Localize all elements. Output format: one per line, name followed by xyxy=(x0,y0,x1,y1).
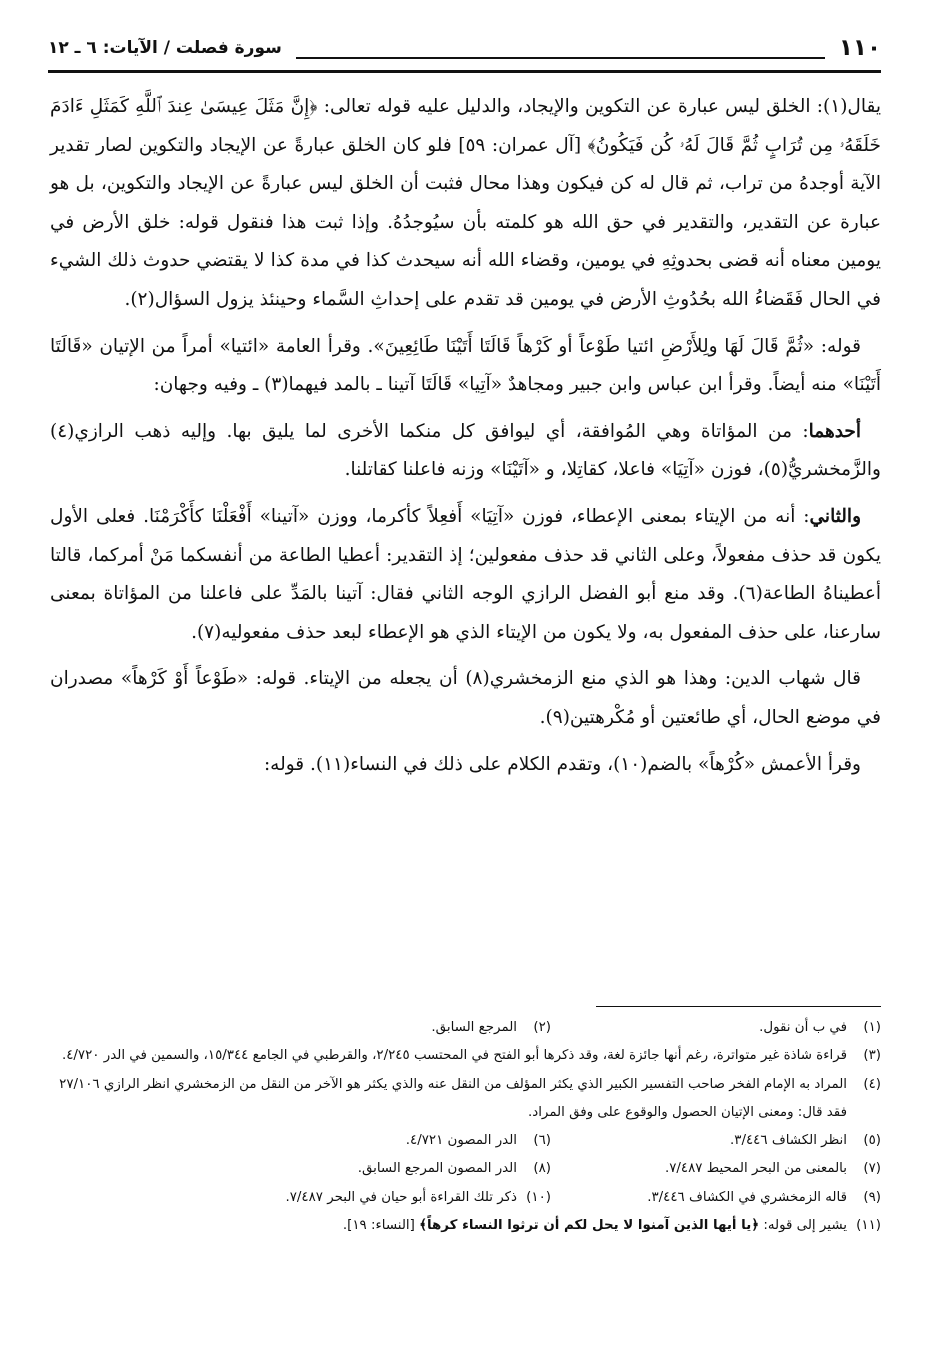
paragraph-text: قال شهاب الدين: وهذا هو الذي منع الزمخشري(٨) أن يجعله من الإيتاء. قوله: «طَوْعاً أَوْ كَرْهاً» مصدران في موضع الحال، أي طائعتين أو مُكْرهتين(٩). xyxy=(50,668,881,728)
footnote-text: الدر المصون ٤/٧٢١. xyxy=(405,1133,517,1149)
footnote-separator xyxy=(596,1006,881,1007)
footnote xyxy=(551,1184,881,1212)
footnote-number: (٦) xyxy=(533,1133,551,1149)
footnote-prefix: يشير إلى قوله: xyxy=(759,1218,847,1234)
footnote xyxy=(551,1014,881,1042)
footnote xyxy=(406,1127,551,1155)
footnote-number: (٢) xyxy=(533,1020,551,1035)
paragraph xyxy=(50,328,881,405)
paragraph-text: وقرأ الأعمش «كُرْهاً» بالضم(١٠)، وتقدم الكلام على ذلك في النساء(١١). قوله: xyxy=(263,753,861,775)
paragraph xyxy=(50,498,881,652)
paragraph-lead: أحدهما xyxy=(808,420,861,442)
footnote xyxy=(285,1184,551,1212)
footnote-text: انظر الكشاف ٣/٤٤٦. xyxy=(730,1133,847,1149)
footnote xyxy=(50,1071,881,1128)
footnote-number: (٣) xyxy=(863,1048,881,1064)
footnote-row xyxy=(50,1014,881,1042)
paragraph xyxy=(50,413,881,490)
footnote-text: قراءة شاذة غير متواترة، رغم أنها جائزة لغة، وقد ذكرها أبو الفتح في المحتسب ٢/٢٤٥، والقرطبي في الجامع ١٥/٣٤٤، والسمين في الدر ٤/٧٢٠. xyxy=(61,1048,847,1064)
header-line xyxy=(296,37,825,59)
footnote-text: قاله الزمخشري في الكشاف ٣/٤٤٦. xyxy=(647,1189,847,1205)
paragraph-text: : أنه من الإيتاء بمعنى الإعطاء، فوزن «آتِيَا» أَفعِلاً كأكرما، ووزن «آتينا» أَفْعَلْنَا كأَكْرَمْنَا. فعلى الأول يكون قد حذف مفعولاً، وعلى الثاني قد حذف مفعولين؛ إذ التقدير: أعطيا الطاعة من أنفسكما مَنْ أمركما، قالتا أعطيناهُ الطاعة(٦). وقد منع أبو الفضل الرازي الوجه الثاني فقال: آتينا بالمَدِّ على فاعلنا من المؤاتاة بمعنى سارعنا، على حذف المفعول به، ولا يكون من الإيتاء الذي هو الإعطاء لبعد حذف مفعوليه(٧). xyxy=(50,505,881,643)
footnote-row xyxy=(50,1155,881,1183)
footnote xyxy=(358,1155,551,1183)
paragraph xyxy=(50,88,881,320)
footnote-verse: ﴿يا أيها الذين آمنوا لا يحل لكم أن ترثوا النساء كرهاً﴾ xyxy=(419,1218,760,1234)
footnote-number: (٧) xyxy=(863,1161,881,1177)
paragraph-text: يقال(١): الخلق ليس عبارة عن التكوين والإيجاد، والدليل عليه قوله تعالى: ﴿إِنَّ مَثَلَ عِيسَىٰ عِندَ ٱللَّهِ كَمَثَلِ ءَادَمَ خَلَقَهُۥ مِن تُرَابٍ ثُمَّ قَالَ لَهُۥ كُن فَيَكُونُ﴾ [آل عمران: ٥٩] فلو كان الخلق عبارةً عن الإيجاد والتكوين لصار تقدير الآية أوجدهُ من تراب، ثم قال له كن فيكون وهذا محال فثبت أن الخلق ليس عبارةً عن الإيجاد والتكوين، بل هو عبارة عن التقدير، والتقدير في حق الله هو كلمته بأن سيُوجدُهُ. وإذا ثبت هذا فنقول قوله: خلق الأرض في يومين معناه أنه قضى بحدوثِهِ في يومين، وقضاء الله أنه سيحدث كذا في مدة كذا لا يقتضي حدوث ذلك الشيء في الحال فَقَضاءُ الله بحُدُوثِ الأرض في يومين قد تقدم على إحداثِ السَّماء وحينئذ يزول السؤال(٢). xyxy=(50,96,881,310)
footnote-suffix: [النساء: ١٩]. xyxy=(342,1218,420,1234)
footnote xyxy=(50,1212,881,1240)
paragraph-lead: والثاني xyxy=(809,505,861,527)
footnote-text: ذكر تلك القراءة أبو حيان في البحر ٧/٤٨٧. xyxy=(285,1189,517,1205)
footnotes xyxy=(50,1014,881,1240)
paragraph-text: قوله: «ثُمَّ قَالَ لَهَا ولِلأَرْضِ ائتيا طَوْعاً أو كَرْهاً قَالَتَا أَتَيْنَا طَائِعِينَ». وقرأ العامة «ائتيا» أمراً من الإتيان «قَالَتَا أَتَيْنَا» منه أيضاً. وقرأ ابن عباس وابن جبير ومجاهدٌ «آتِيا» قَالَتَا آتينا ـ بالمد فيهما(٣) ـ وفيه وجهان: xyxy=(50,335,881,396)
header-rule xyxy=(48,70,881,73)
footnote xyxy=(431,1014,551,1042)
footnote-text: بالمعنى من البحر المحيط ٧/٤٨٧. xyxy=(664,1161,847,1177)
paragraph-text: : من المؤاتاة وهي المُوافقة، أي ليوافق كل منكما الأخرى لما يليق بها. وإليه ذهب الرازي(٤) والزَّمخشريُّ(٥)، فوزن «آتِيَا» فاعلا، كقاتِلا، و «آتَيْنَا» وزنه فاعلنا كقاتلنا. xyxy=(50,420,881,481)
page-header xyxy=(48,28,881,68)
footnote-number: (١٠) xyxy=(526,1189,551,1205)
running-title: سورة فصلت / الآيات: ٦ ـ ١٢ xyxy=(48,38,282,58)
footnote xyxy=(50,1042,881,1070)
footnote xyxy=(551,1155,881,1183)
paragraph xyxy=(50,660,881,737)
footnote-number: (١) xyxy=(863,1020,881,1035)
footnote-number: (١١) xyxy=(856,1218,881,1234)
footnote-number: (٤) xyxy=(863,1076,881,1092)
page-number: ١١٠ xyxy=(838,35,881,61)
footnote-number: (٩) xyxy=(863,1189,881,1205)
footnote-text: المراد به الإمام الفخر صاحب التفسير الكبير الذي يكثر المؤلف من النقل عنه والذي يكثر هو الآخر من النقل من الزمخشري انظر الرازي ٢٧/١٠٦ فقد قال: ومعنى الإتيان الحصول والوقوع على وفق المراد. xyxy=(59,1076,847,1120)
footnote-number: (٥) xyxy=(863,1133,881,1149)
footnote-text: في ب أن نقول. xyxy=(759,1020,847,1035)
footnote xyxy=(551,1127,881,1155)
footnote-text: المرجع السابق. xyxy=(431,1020,517,1035)
footnote-row xyxy=(50,1184,881,1212)
footnote-text: الدر المصون المرجع السابق. xyxy=(357,1161,517,1177)
main-text xyxy=(50,88,881,792)
footnote-text xyxy=(343,1212,847,1240)
paragraph xyxy=(50,746,881,785)
footnote-number: (٨) xyxy=(533,1161,551,1177)
footnote-row xyxy=(50,1127,881,1155)
